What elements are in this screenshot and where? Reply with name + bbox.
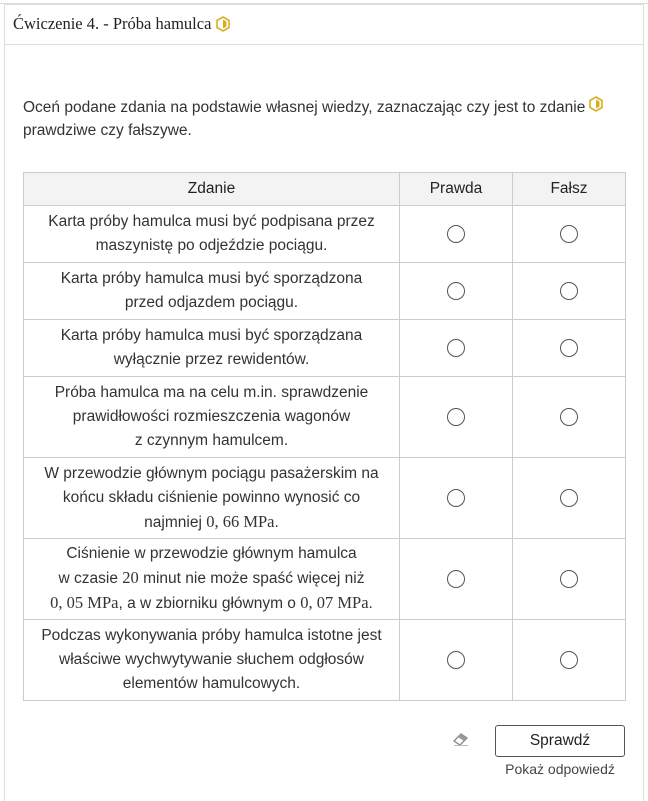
statement-text: . — [274, 513, 279, 531]
statement-text: końcu składu ciśnienie powinno wynosić co — [62, 488, 361, 506]
radio-true[interactable] — [447, 651, 465, 669]
true-cell — [400, 320, 513, 377]
statement-line — [32, 672, 391, 696]
true-cell — [400, 458, 513, 539]
math-value: 0, 05 MPa — [50, 593, 119, 612]
radio-false[interactable] — [560, 225, 578, 243]
statement-text: prawidłowości rozmieszczenia wagonów — [72, 408, 351, 425]
statement-line — [32, 648, 391, 672]
table-row — [24, 458, 626, 539]
statement-line — [32, 324, 391, 348]
radio-true[interactable] — [447, 339, 465, 357]
statement-line — [32, 267, 391, 291]
statement-line — [32, 566, 391, 591]
statement-text: z czynnym hamulcem. — [134, 432, 289, 449]
statement-text: Karta próby hamulca musi być sporządzona — [60, 270, 363, 287]
check-button[interactable]: Sprawdź — [495, 725, 625, 757]
statement-text: Podczas wykonywania próby hamulca istotne jest — [41, 627, 382, 644]
table-row — [24, 539, 626, 620]
statement-text: w czasie — [58, 570, 123, 587]
false-cell — [513, 377, 626, 458]
statement-line — [32, 510, 391, 535]
statement-line — [32, 542, 391, 566]
statement-line — [32, 429, 391, 453]
true-cell — [400, 539, 513, 620]
radio-true[interactable] — [447, 225, 465, 243]
table-row — [24, 620, 626, 701]
false-cell — [513, 206, 626, 263]
statement-cell — [24, 539, 400, 620]
true-cell — [400, 620, 513, 701]
statement-cell — [24, 206, 400, 263]
false-cell — [513, 458, 626, 539]
table-row — [24, 377, 626, 458]
statement-cell — [24, 263, 400, 320]
instruction — [23, 96, 613, 142]
statement-text: minut nie może spaść więcej niż — [138, 570, 365, 587]
statement-text: Ciśnienie w przewodzie głównym hamulca — [66, 545, 357, 562]
false-cell — [513, 320, 626, 377]
statement-line — [32, 591, 391, 616]
statement-text: W przewodzie głównym pociągu pasażerskim na — [44, 464, 379, 482]
statement-text: Próba hamulca ma na celu m.in. sprawdzenie — [54, 384, 369, 401]
true-false-table — [23, 172, 626, 701]
radio-true[interactable] — [447, 282, 465, 300]
statement-line — [32, 210, 391, 234]
exercise-header — [4, 4, 644, 45]
statement-text: elementów hamulcowych. — [122, 675, 301, 692]
show-answer-link[interactable]: Pokaż odpowiedź — [505, 761, 615, 777]
radio-false[interactable] — [560, 489, 578, 507]
statement-text: właściwe wychwytywanie słuchem odgłosów — [59, 651, 364, 668]
statement-text: Karta próby hamulca musi być sporządzana — [60, 327, 363, 344]
radio-false[interactable] — [560, 282, 578, 300]
true-cell — [400, 263, 513, 320]
true-cell — [400, 206, 513, 263]
radio-true[interactable] — [447, 408, 465, 426]
table-row — [24, 263, 626, 320]
statement-line — [32, 348, 391, 372]
radio-false[interactable] — [560, 651, 578, 669]
true-cell — [400, 377, 513, 458]
statement-text: maszynistę po odjeździe pociągu. — [95, 237, 328, 254]
statement-text: wyłącznie przez rewidentów. — [113, 351, 310, 368]
statement-text: , a w zbiorniku głównym o — [118, 595, 301, 612]
statement-line — [32, 462, 391, 486]
table-row — [24, 320, 626, 377]
instruction-text: Oceń podane zdania na podstawie własnej wiedzy, zaznaczając czy jest to zdanie prawdziwe czy fałszywe. — [23, 99, 586, 139]
column-header-statement: Zdanie — [24, 173, 400, 206]
false-cell — [513, 539, 626, 620]
statement-line — [32, 405, 391, 429]
hexagon-badge-icon — [589, 96, 603, 112]
radio-true[interactable] — [447, 489, 465, 507]
hexagon-badge-icon — [216, 16, 230, 32]
eraser-icon[interactable] — [452, 732, 470, 746]
exercise-title: Ćwiczenie 4. - Próba hamulca — [13, 14, 212, 33]
statement-line — [32, 486, 391, 510]
statement-cell — [24, 377, 400, 458]
statement-line — [32, 291, 391, 315]
statement-line — [32, 234, 391, 258]
false-cell — [513, 620, 626, 701]
radio-true[interactable] — [447, 570, 465, 588]
statement-cell — [24, 458, 400, 539]
statement-line — [32, 624, 391, 648]
statement-text: najmniej — [144, 513, 207, 531]
radio-false[interactable] — [560, 408, 578, 426]
math-value: 20 — [122, 568, 139, 587]
statement-text: Karta próby hamulca musi być podpisana przez — [48, 213, 375, 230]
math-value: 0, 66 MPa — [206, 511, 275, 531]
statement-text: przed odjazdem pociągu. — [124, 294, 299, 311]
radio-false[interactable] — [560, 339, 578, 357]
table-row — [24, 206, 626, 263]
radio-false[interactable] — [560, 570, 578, 588]
statement-line — [32, 381, 391, 405]
column-header-true: Prawda — [400, 173, 513, 206]
statement-cell — [24, 320, 400, 377]
math-value: 0, 07 MPa — [300, 593, 369, 612]
false-cell — [513, 263, 626, 320]
statement-cell — [24, 620, 400, 701]
statement-text: . — [368, 595, 373, 612]
column-header-false: Fałsz — [513, 173, 626, 206]
